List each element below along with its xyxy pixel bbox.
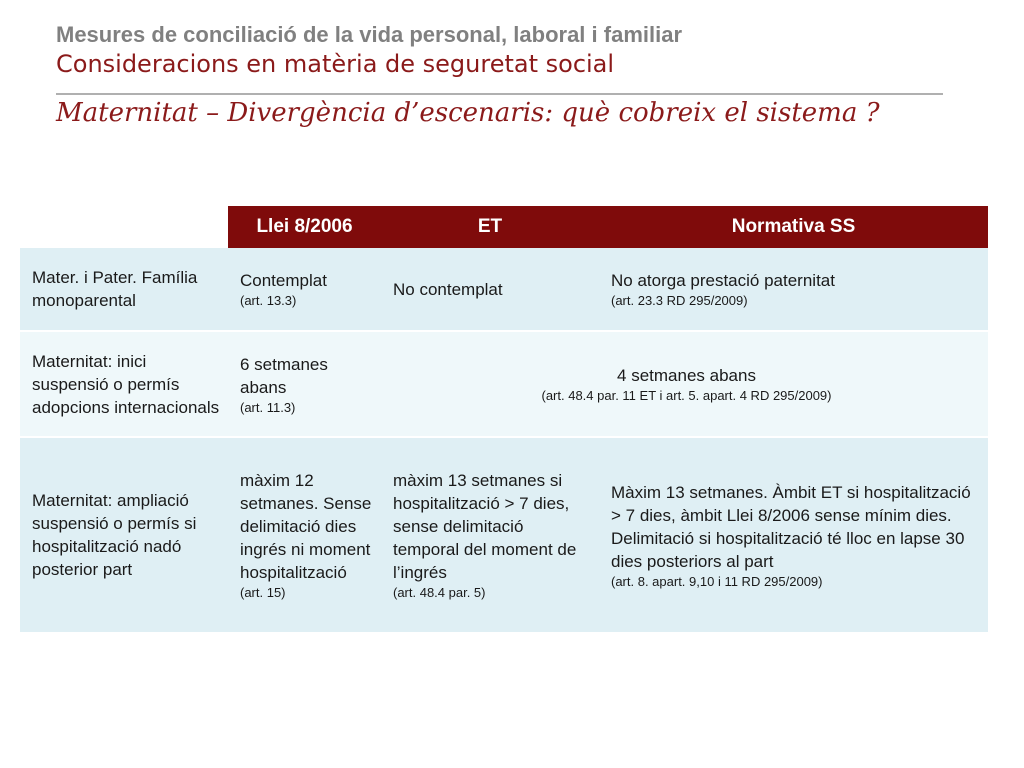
table-row xyxy=(20,248,988,331)
header-line-1: Mesures de conciliació de la vida personal, laboral i familiar xyxy=(56,22,683,47)
table-row xyxy=(20,437,988,633)
comparison-table xyxy=(20,206,988,634)
header-line-2: Consideracions en matèria de seguretat social xyxy=(56,50,615,78)
article-reference: (art. 48.4 par. 5) xyxy=(393,585,486,600)
row-label: Maternitat: inici suspensió o permís adopcions internacionals xyxy=(20,331,228,437)
header-divider xyxy=(56,93,943,95)
row-label: Mater. i Pater. Família monoparental xyxy=(20,248,228,331)
row-label: Maternitat: ampliació suspensió o permís si hospitalització nadó posterior part xyxy=(20,437,228,633)
cell-normativa-ss: No atorga prestació paternitat (art. 23.3 RD 295/2009) xyxy=(599,248,988,331)
cell-llei: Contemplat (art. 13.3) xyxy=(228,248,381,331)
cell-llei: màxim 12 setmanes. Sense delimitació dies ingrés ni moment hospitalització (art. 15) xyxy=(228,437,381,633)
cell-llei: 6 setmanes abans (art. 11.3) xyxy=(228,331,381,437)
column-header-et: ET xyxy=(381,206,599,248)
article-reference: (art. 8. apart. 9,10 i 11 RD 295/2009) xyxy=(611,573,823,589)
cell-et-and-normativa-ss: 4 setmanes abans (art. 48.4 par. 11 ET i art. 5. apart. 4 RD 295/2009) xyxy=(381,331,988,437)
table-row xyxy=(20,331,988,437)
cell-et: màxim 13 setmanes si hospitalització > 7 dies, sense delimitació temporal del moment de l’ingrés (art. 48.4 par. 5) xyxy=(381,437,599,633)
column-header-llei: Llei 8/2006 xyxy=(228,206,381,248)
article-reference: (art. 23.3 RD 295/2009) xyxy=(611,293,748,308)
page-title: Maternitat – Divergència d’escenaris: què cobreix el sistema ? xyxy=(56,98,880,128)
article-reference: (art. 15) xyxy=(240,585,286,600)
column-header-normativa-ss: Normativa SS xyxy=(599,206,988,248)
article-reference: (art. 13.3) xyxy=(240,293,297,308)
table-header-row xyxy=(20,206,988,248)
header-empty-cell xyxy=(20,206,228,248)
cell-et: No contemplat xyxy=(381,248,599,331)
cell-normativa-ss: Màxim 13 setmanes. Àmbit ET si hospitalització > 7 dies, àmbit Llei 8/2006 sense mínim dies. Delimitació si hospitalització té lloc en lapse 30 dies posteriors al part (art. 8. apart. 9,10 i 11 RD 295/2009) xyxy=(599,437,988,633)
article-reference: (art. 11.3) xyxy=(240,399,296,415)
article-reference: (art. 48.4 par. 11 ET i art. 5. apart. 4 RD 295/2009) xyxy=(541,388,832,403)
